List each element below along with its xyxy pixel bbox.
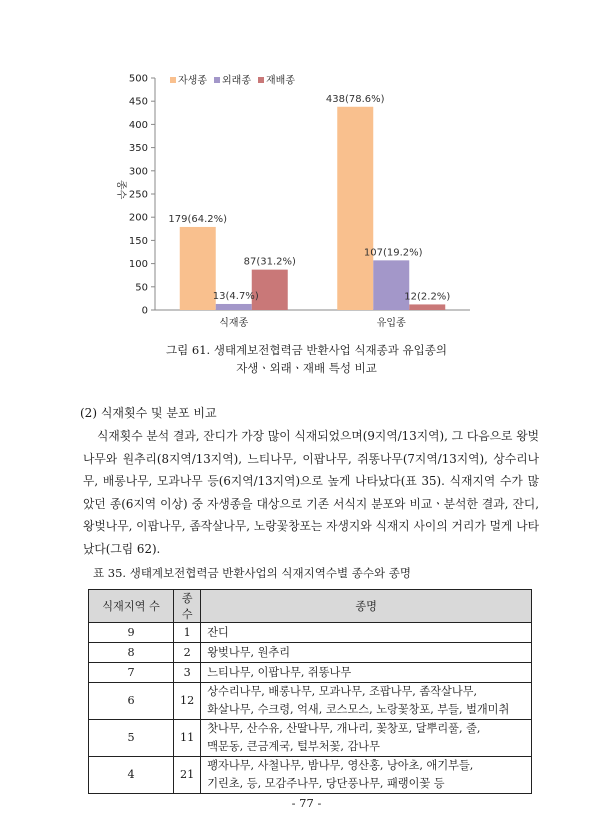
data-label: 12(2.2%) bbox=[404, 291, 451, 303]
bar-2-0 bbox=[252, 270, 288, 310]
body-paragraph bbox=[83, 425, 539, 561]
species-line: 찻나무, 산수유, 산딸나무, 개나리, 꽃창포, 달뿌리풀, 줄, bbox=[207, 722, 481, 735]
y-tick-label: 300 bbox=[128, 166, 148, 178]
species-line: 화살나무, 수크령, 억새, 코스모스, 노랑꽃창포, 부들, 벌개미취 bbox=[207, 703, 510, 716]
data-label: 179(64.2%) bbox=[168, 213, 228, 225]
legend-label: 외래종 bbox=[222, 75, 251, 87]
cell-regions: 4 bbox=[89, 757, 174, 794]
cell-names bbox=[201, 663, 532, 683]
figure-caption-line2: 자생ㆍ외래ㆍ재배 특성 비교 bbox=[236, 361, 377, 375]
y-axis-label: 종수 bbox=[115, 180, 126, 200]
y-tick-label: 150 bbox=[128, 235, 148, 247]
table-header-row bbox=[89, 590, 532, 623]
cell-names bbox=[201, 623, 532, 643]
legend-label: 자생종 bbox=[178, 75, 207, 87]
cell-count: 12 bbox=[174, 683, 201, 720]
data-label: 438(78.6%) bbox=[325, 93, 385, 105]
table-row bbox=[89, 683, 532, 720]
legend bbox=[170, 74, 295, 87]
cell-regions: 9 bbox=[89, 623, 174, 643]
table-row bbox=[89, 643, 532, 663]
cell-names bbox=[201, 643, 532, 663]
header-regions: 식재지역 수 bbox=[89, 590, 174, 623]
data-label: 87(31.2%) bbox=[243, 256, 296, 268]
header-count: 종수 bbox=[174, 590, 201, 623]
species-line: 왕벚나무, 원추리 bbox=[207, 645, 291, 659]
cell-names bbox=[201, 757, 532, 794]
table-row bbox=[89, 663, 532, 683]
cell-count: 2 bbox=[174, 643, 201, 663]
y-tick-label: 100 bbox=[128, 259, 148, 271]
table-body bbox=[89, 623, 532, 794]
cell-regions: 7 bbox=[89, 663, 174, 683]
bar-0-0 bbox=[180, 227, 216, 310]
species-line: 기린초, 등, 모감주나무, 당단풍나무, 패랭이꽃 등 bbox=[207, 777, 445, 790]
figure-caption-line1: 그림 61. 생태계보전협력금 반환사업 식재종과 유입종의 bbox=[166, 343, 447, 357]
cell-count: 11 bbox=[174, 720, 201, 757]
cell-regions: 6 bbox=[89, 683, 174, 720]
cell-count: 3 bbox=[174, 663, 201, 683]
species-bar-chart bbox=[100, 62, 480, 342]
y-tick-label: 50 bbox=[135, 282, 148, 294]
paragraph-text: 식재횟수 분석 결과, 잔디가 가장 많이 식재되었으며(9지역/13지역), 그 다음으로 왕벚나무와 원추리(8지역/13지역), 느티나무, 이팝나무, 쥐똥나무(7지역/13지역), 상수리나무, 배롱나무, 모과나무 등(6지역/13지역)으로 높게 나타났다(표 35). 식재지역 수가 많았던 종(6지역 이상) 중 자생종을 대상으로 기존 서식지 분포와 비교ㆍ분석한 결과, 잔디, 왕벚나무, 이팝나무, 좀작살나무, 노랑꽃창포는 자생지와 식재지 사이의 거리가 멀게 나타났다(그림 62). bbox=[83, 429, 539, 556]
y-ticks bbox=[129, 74, 155, 317]
bar-1-0 bbox=[216, 304, 252, 310]
species-line: 잔디 bbox=[207, 625, 229, 639]
bar-2-1 bbox=[409, 304, 445, 310]
species-table bbox=[88, 589, 532, 794]
header-names: 종명 bbox=[201, 590, 532, 623]
bar-1-1 bbox=[373, 260, 409, 310]
species-line: 맥문동, 큰금계국, 털부처꽃, 감나무 bbox=[207, 740, 380, 753]
x-category-label: 식재종 bbox=[219, 318, 249, 329]
data-label: 13(4.7%) bbox=[212, 290, 259, 302]
legend-swatch bbox=[258, 77, 264, 83]
cell-names bbox=[201, 720, 532, 757]
table-row bbox=[89, 623, 532, 643]
table-title: 표 35. 생태계보전협력금 반환사업의 식재지역수별 종수와 종명 bbox=[93, 566, 411, 580]
table-row bbox=[89, 757, 532, 794]
legend-swatch bbox=[170, 77, 176, 83]
y-tick-label: 200 bbox=[128, 212, 148, 224]
legend-swatch bbox=[214, 77, 220, 83]
legend-label: 재배종 bbox=[266, 75, 295, 87]
section-heading: (2) 식재횟수 및 분포 비교 bbox=[80, 406, 217, 420]
bars bbox=[180, 107, 446, 310]
cell-regions: 8 bbox=[89, 643, 174, 663]
cell-regions: 5 bbox=[89, 720, 174, 757]
cell-names bbox=[201, 683, 532, 720]
cell-count: 21 bbox=[174, 757, 201, 794]
x-category-label: 유입종 bbox=[376, 318, 406, 329]
y-tick-label: 400 bbox=[128, 119, 148, 131]
page-number: - 77 - bbox=[291, 796, 322, 810]
cell-count: 1 bbox=[174, 623, 201, 643]
y-tick-label: 450 bbox=[128, 96, 148, 108]
species-line: 느티나무, 이팝나무, 쥐똥나무 bbox=[207, 665, 352, 679]
y-tick-label: 350 bbox=[128, 143, 148, 155]
species-line: 상수리나무, 배롱나무, 모과나무, 조팝나무, 좀작살나무, bbox=[207, 685, 478, 698]
species-line: 팽자나무, 사철나무, 밤나무, 영산홍, 낭아초, 애기부들, bbox=[207, 759, 474, 772]
y-tick-label: 0 bbox=[141, 305, 148, 317]
y-tick-label: 250 bbox=[128, 189, 148, 201]
x-categories bbox=[219, 316, 406, 329]
data-label: 107(19.2%) bbox=[363, 247, 423, 259]
bar-0-1 bbox=[337, 107, 373, 310]
table-row bbox=[89, 720, 532, 757]
y-tick-label: 500 bbox=[128, 73, 148, 85]
